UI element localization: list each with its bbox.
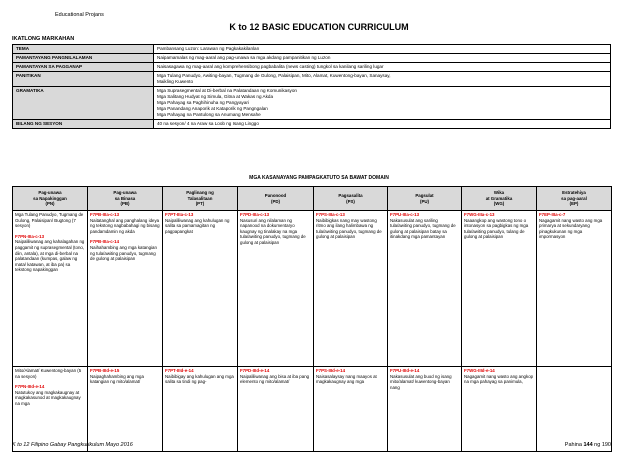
curriculum-meta-table <box>12 44 611 129</box>
column-header-line: Paglinang ng <box>186 189 214 195</box>
competency-text: Nagagamit nang wasto ang mga primarya at sekundaryang pinagkukunan ng mga impormasyon <box>539 217 603 240</box>
competency-text: Naipaghahambing ang mga katangian ng mito/alamat/ <box>90 373 144 385</box>
meta-row <box>13 87 611 120</box>
competency-text: Naipaliliwanag ang bisa at iba pang elemento ng mito/alamat/ <box>240 373 310 385</box>
table-cell <box>462 367 537 452</box>
table-cell <box>88 367 163 452</box>
table-cell <box>238 367 314 452</box>
competency-text: Nakasusulat ang buod ng isang mito/alamat/ kuwentong-bayan nang <box>390 373 452 390</box>
competency-text: Mito/Alamat/ Kuwentong-bayan (5 na sesyon) <box>15 368 82 379</box>
domain-title: MGA KASANAYANG PAMPAGKATUTO SA BAWAT DOMAIN <box>249 175 389 181</box>
table-cell <box>388 367 462 452</box>
competency-text: Nagagamit nang wasto ang angkop na mga pahayag sa panimula, <box>464 373 534 385</box>
column-header-line: at Gramatika <box>485 195 513 201</box>
meta-label: PANITIKAN <box>13 72 154 87</box>
page-title: K to 12 BASIC EDUCATION CURRICULUM <box>229 22 409 32</box>
column-header-line: Panonood <box>264 192 287 198</box>
header-note: Educational Projans <box>55 12 104 18</box>
column-header <box>388 187 462 211</box>
competency-block <box>15 384 85 406</box>
competency-block <box>165 368 235 385</box>
column-header-line: (WG) <box>493 201 505 207</box>
competency-code: F7PB-IIId-e-15 <box>90 368 120 373</box>
meta-value <box>154 45 611 54</box>
competency-block <box>316 212 385 240</box>
competency-block <box>390 212 459 240</box>
competency-code: F7WG-IIId-e-14 <box>464 368 495 373</box>
table-cell <box>13 367 88 452</box>
table-header-row <box>13 187 612 211</box>
column-header-line: Wika <box>493 189 505 195</box>
competency-text: Naihahambing ang mga katangian ng tula/awiting panudyo, tugmang de gulong at palaisipan <box>90 244 157 262</box>
competency-code: F7EP-IIIa-c-7 <box>539 212 566 217</box>
column-header <box>537 187 612 211</box>
meta-label: GRAMATIKA <box>13 87 154 120</box>
table-cell <box>537 211 612 367</box>
competency-text: Naaangkop ang wastong tono o intonasyon sa pagbigkas ng mga tula/awiting panudyo, tulang de gulong at palaisipan <box>464 217 529 240</box>
column-header-line: (EP) <box>569 201 579 207</box>
meta-label: TEMA <box>13 45 154 54</box>
competency-text: Mga Tulang Panudyo, Tugmang de Gulong, Palaisipan/ Bugtong (7 sesyon) <box>15 212 84 229</box>
competency-code: F7PS-IIId-e-14 <box>316 368 346 373</box>
meta-line: Mga Pahayag na Pantulong sa Anumang Mensahe <box>157 112 261 117</box>
column-header-line: Estratehiya <box>562 189 586 195</box>
table-cell <box>388 211 462 367</box>
competency-code: F7PU-IIId-e-14 <box>390 368 420 373</box>
competency-block <box>464 368 534 385</box>
table-cell <box>462 211 537 367</box>
meta-line: Mga Tulang Panudyo, Awiting-bayan, Tugmang de Gulong, Palaisipan, Mito, Alamat, Kuwentong-bayan, Sanaysay, <box>157 73 391 78</box>
meta-line: Naipamamalas ng mag-aaral ang pag-unawa sa mga akdang pampanitikan ng Luzon <box>157 55 331 60</box>
meta-value <box>154 54 611 63</box>
meta-value <box>154 87 611 120</box>
meta-value <box>154 72 611 87</box>
table-cell <box>13 211 88 367</box>
meta-line: Mga Suprasegmental at Di-berbal na Palatandaan ng Komunikasyon <box>157 88 297 93</box>
competency-text: Naipaliliwanag ang kahalagahan ng paggamit ng suprasegmental (tono, diin, antala), at mga di-berbal na palatandaan (kumpas, galaw ng mata/ katawan, at iba pa) sa tekstong napakinggan <box>15 239 85 273</box>
page-current: 144 <box>583 442 593 448</box>
competency-text: Naisasalaysay nang maayos at magkakaugnay ang mga <box>316 373 377 385</box>
column-header <box>163 187 238 211</box>
meta-row <box>13 45 611 54</box>
column-header-line: sa Binasa <box>114 195 136 201</box>
competency-table <box>12 186 612 452</box>
competency-code: F7PB-IIIa-c-14 <box>90 239 120 245</box>
column-header-line: Pag-unawa <box>38 189 62 195</box>
column-header-line: (PS) <box>346 198 355 204</box>
meta-label: PAMANTAYAN SA PAGGANAP <box>13 63 154 72</box>
table-cell <box>88 211 163 367</box>
competency-code: F7PN-IIIa-c-13 <box>15 233 45 239</box>
competency-block <box>464 212 534 240</box>
meta-label: PAMANTAYANG PANGNILALAMAN <box>13 54 154 63</box>
table-cell <box>314 367 388 452</box>
footer-left: K to 12 Filipino Gabay Pangkurikulum Mayo 2016 <box>12 442 133 448</box>
competency-block <box>90 239 160 261</box>
meta-line: Pambansang Luzon: Larawan ng Pagkakakilanlan <box>157 46 260 51</box>
competency-text: Nasusuri ang nilalaman ng napanood na dokumentaryo kaugnay ng tinalakay na mga tula/awiting panudyo, tugmang de gulong at palaisipan <box>240 217 306 245</box>
meta-line: Mga Pahayag sa Paghihinuha ng Pangyayari <box>157 100 249 105</box>
competency-block <box>240 212 311 246</box>
table-cell <box>537 367 612 452</box>
competency-block <box>15 212 85 229</box>
competency-code: F7PD-IIIa-c-13 <box>240 212 270 217</box>
competency-text: Naibibigkas nang may wastong ritmo ang ilang halimbawa ng tula/awiting panudyo, tugmang de gulong at palaisipan <box>316 217 382 240</box>
column-header <box>13 187 88 211</box>
competency-block <box>240 368 311 385</box>
column-header-line: (PN) <box>45 201 55 207</box>
competency-text: Nakasusulat ang sariling tula/awiting panudyo, tugmang de gulong at palaisipan batay sa itinakdang mga pamantayan <box>390 217 456 240</box>
column-header-line: (PT) <box>195 201 205 207</box>
column-header-line: Pagsulat <box>415 192 434 198</box>
table-row <box>13 211 612 367</box>
competency-code: F7PT-IIId-e-14 <box>165 368 194 373</box>
competency-block <box>390 368 459 390</box>
meta-value <box>154 120 611 129</box>
competency-code: F7PU-IIIa-c-13 <box>390 212 420 217</box>
meta-line: 40 na sesyon/ 4 na Araw sa Loob ng Isang Linggo <box>157 121 259 126</box>
table-row <box>13 367 612 452</box>
meta-line: Mga Panandang Anaporik at Kataporik ng Pangngalan <box>157 106 268 111</box>
term-label: IKATLONG MARKAHAN <box>12 36 75 42</box>
competency-code: F7WG-IIIa-c-13 <box>464 212 495 217</box>
table-cell <box>163 211 238 367</box>
meta-row <box>13 54 611 63</box>
competency-block <box>15 368 85 379</box>
meta-line: Mga Salitang Hudyat ng Simula, Gitna at Wakas ng Akda <box>157 94 274 99</box>
column-header <box>462 187 537 211</box>
competency-text: Naitatanghal ang panghalang ideya ng tekstong nagbabahagi ng bisang pandamdamin ng akda <box>90 217 160 234</box>
column-header-line: (PB) <box>120 201 130 207</box>
meta-row <box>13 120 611 129</box>
meta-label: BILANG NG SESYON <box>13 120 154 129</box>
competency-code: F7PD-IIId-e-14 <box>240 368 270 373</box>
meta-line: Maikling Kuwento <box>157 79 194 84</box>
column-header-line: sa pag-aaral <box>561 195 587 201</box>
column-header-line: Talasalitaan <box>187 195 213 201</box>
column-header <box>238 187 314 211</box>
page-label: Pahina <box>564 442 582 448</box>
table-cell <box>314 211 388 367</box>
column-header-line: Pagsasalita <box>338 192 363 198</box>
competency-code: F7PT-IIIa-c-13 <box>165 212 194 217</box>
column-header-line: Pag-unawa <box>113 189 137 195</box>
table-cell <box>238 211 314 367</box>
competency-block <box>15 234 85 273</box>
competency-code: F7PB-IIIa-c-13 <box>90 212 120 217</box>
meta-row <box>13 72 611 87</box>
page-number <box>565 442 611 448</box>
column-header-line: sa Napakinggan <box>33 195 67 201</box>
meta-value <box>154 63 611 72</box>
competency-text: Natutukoy ang magkakaugnay at magkakasunod at magkakaugnay na mga <box>15 389 81 406</box>
page-total: ng 190 <box>594 442 611 448</box>
competency-block <box>165 212 235 234</box>
competency-block <box>90 368 160 385</box>
meta-line: Naisasagawa ng mag-aaral ang komprehensibong pagbabalita (news casting) tungkol sa kanilang sariling lugar <box>157 64 384 69</box>
column-header <box>314 187 388 211</box>
column-header-line: (PU) <box>419 198 430 204</box>
competency-code: F7PS-IIIa-c-13 <box>316 212 345 217</box>
column-header <box>88 187 163 211</box>
competency-code: F7PN-IIId-e-14 <box>15 384 45 390</box>
competency-text: Naibibigay ang kahulugan ang mga salita sa tindi ng pag- <box>165 373 234 385</box>
competency-text: Naipaliliwanag ang kahulugan ng salita sa pamamagitan ng pagpapangkat <box>165 217 230 234</box>
competency-block <box>539 212 609 240</box>
competency-block <box>90 212 160 234</box>
column-header-line: (PD) <box>270 198 281 204</box>
meta-row <box>13 63 611 72</box>
competency-block <box>316 368 385 385</box>
table-cell <box>163 367 238 452</box>
